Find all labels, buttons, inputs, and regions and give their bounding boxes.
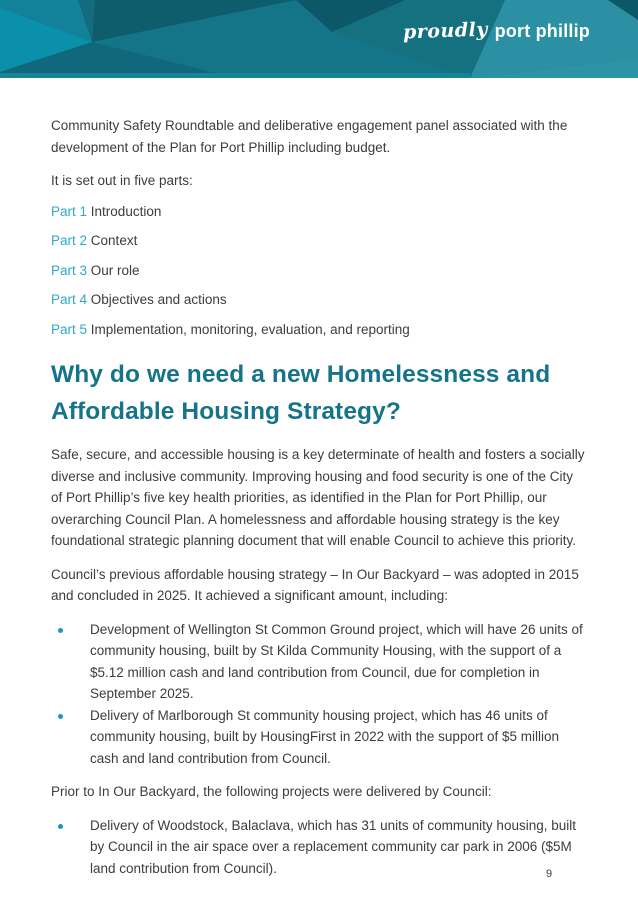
set-out-line: It is set out in five parts: bbox=[51, 173, 193, 188]
part-3-label[interactable]: Part 3 bbox=[51, 262, 88, 278]
part-5-label[interactable]: Part 5 bbox=[51, 321, 88, 337]
list-item: Delivery of Woodstock, Balaclava, which has 31 units of community housing, built by Council in the air space over a replacement community car park in 2006 ($5M land contribution from Council). bbox=[51, 815, 588, 880]
part-5-link[interactable] bbox=[51, 319, 588, 341]
part-4-label[interactable]: Part 4 bbox=[51, 292, 88, 307]
part-2-link[interactable] bbox=[51, 230, 588, 252]
port-phillip-logo bbox=[403, 20, 590, 42]
logo-bold-text: port phillip bbox=[494, 21, 590, 41]
intro-paragraph: Community Safety Roundtable and deliberative engagement panel associated with the development of the Plan for Port Phillip including budget. bbox=[51, 118, 568, 155]
list-item: Delivery of Marlborough St community housing project, which has 46 units of community housing, built by HousingFirst in 2022 with the support of $5 million cash and land contribution from Council. bbox=[51, 705, 588, 770]
part-3-link[interactable] bbox=[51, 260, 588, 282]
part-4-link[interactable] bbox=[51, 289, 588, 311]
part-3-title: Our role bbox=[90, 262, 140, 278]
document-content bbox=[0, 78, 638, 879]
part-2-label[interactable]: Part 2 bbox=[51, 233, 88, 248]
header-banner bbox=[0, 0, 638, 78]
body-paragraph-1: Safe, secure, and accessible housing is a key determinate of health and fosters a socially diverse and inclusive community. Improving housing and food security is one of the City of Port Phillip’s five key health priorities, as identified in the Plan for Port Phillip, our overarching Council Plan. A homelessness and affordable housing strategy is the key foundational strategic planning document that will enable Council to achieve this priority. bbox=[51, 447, 585, 548]
part-1-link[interactable] bbox=[51, 201, 588, 223]
part-1-label[interactable]: Part 1 bbox=[51, 203, 88, 219]
parts-list bbox=[51, 201, 588, 341]
section-heading: Why do we need a new Homelessness and Affordable Housing Strategy? bbox=[51, 361, 551, 425]
part-1-title: Introduction bbox=[90, 203, 162, 219]
prior-paragraph: Prior to In Our Backyard, the following projects were delivered by Council: bbox=[51, 784, 492, 799]
list-item: Development of Wellington St Common Ground project, which will have 26 units of community housing, built by St Kilda Community Housing, with the support of a $5.12 million cash and land contribution from Council, due for completion in September 2025. bbox=[51, 619, 588, 705]
page-number: 9 bbox=[546, 868, 553, 880]
logo-script-text: proudly bbox=[402, 18, 488, 44]
body-paragraph-2: Council’s previous affordable housing strategy – In Our Backyard – was adopted in 2015 and concluded in 2025. It achieved a significant amount, including: bbox=[51, 566, 579, 603]
part-4-title: Objectives and actions bbox=[90, 292, 227, 307]
part-2-title: Context bbox=[90, 233, 138, 248]
part-5-title: Implementation, monitoring, evaluation, and reporting bbox=[90, 321, 410, 337]
achievements-bullet-list bbox=[51, 619, 588, 770]
prior-projects-bullet-list bbox=[51, 815, 588, 880]
